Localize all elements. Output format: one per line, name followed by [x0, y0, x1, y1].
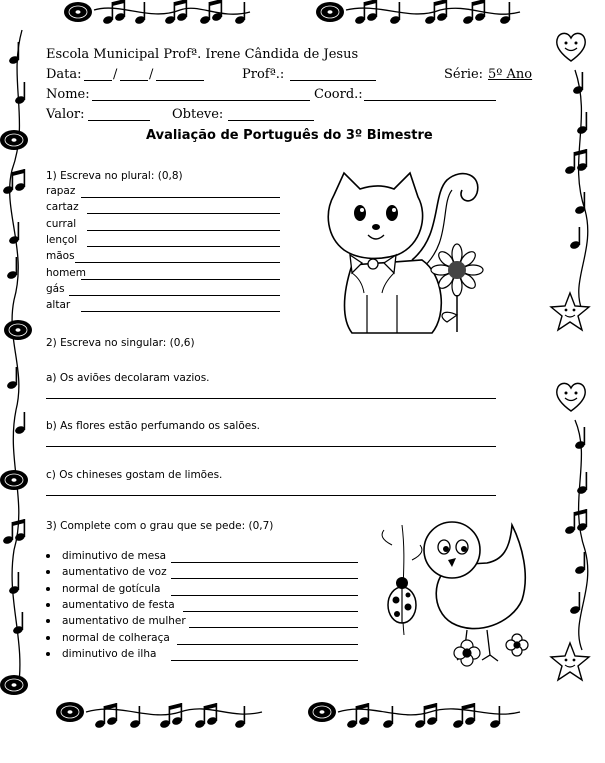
- coord-field[interactable]: [364, 100, 496, 101]
- heart-face-icon: [553, 380, 589, 414]
- q2-answer-line[interactable]: [46, 398, 496, 399]
- q3-item: normal de colheraça: [46, 632, 170, 644]
- q2-sentence: c) Os chineses gostam de limões.: [46, 469, 223, 481]
- q1-word: rapaz: [46, 185, 76, 197]
- serie-label: Série:: [444, 67, 484, 82]
- page-title: Avaliação de Português do 3º Bimestre: [146, 128, 433, 143]
- q1-answer-line[interactable]: [81, 279, 280, 280]
- q2-answer-line[interactable]: [46, 495, 496, 496]
- q1-answer-line[interactable]: [75, 262, 280, 263]
- q1-word: altar: [46, 299, 71, 312]
- q3-item: diminutivo de ilha: [46, 648, 156, 660]
- valor-field[interactable]: [88, 120, 150, 121]
- nome-field[interactable]: [92, 100, 310, 101]
- obteve-field[interactable]: [228, 120, 314, 121]
- q1-answer-line[interactable]: [81, 311, 280, 312]
- heart-face-icon: [553, 30, 589, 64]
- prof-label: Profª.:: [242, 67, 285, 82]
- date-slash: /: [149, 67, 154, 82]
- q2-sentence: a) Os aviões decolaram vazios.: [46, 372, 210, 384]
- school-name: Escola Municipal Profª. Irene Cândida de Jesus: [46, 47, 359, 62]
- q1-word: mãos: [46, 250, 75, 263]
- q3-item: aumentativo de voz: [46, 566, 167, 578]
- q3-heading: 3) Complete com o grau que se pede: (0,7): [46, 520, 274, 532]
- q2-sentence: b) As flores estão perfumando os salões.: [46, 420, 261, 432]
- date-year-field[interactable]: [156, 80, 204, 81]
- q1-word: curral: [46, 217, 77, 230]
- q2-answer-line[interactable]: [46, 446, 496, 447]
- q1-heading: 1) Escreva no plural: (0,8): [46, 170, 183, 182]
- q3-answer-line[interactable]: [171, 660, 358, 661]
- q3-item: normal de gotícula: [46, 583, 161, 595]
- q1-answer-line[interactable]: [69, 295, 280, 296]
- coord-label: Coord.:: [314, 87, 363, 102]
- q1-answer-line[interactable]: [81, 197, 280, 198]
- q1-word: cartaz: [46, 201, 79, 214]
- q3-answer-line[interactable]: [171, 595, 358, 596]
- q1-answer-line[interactable]: [87, 213, 280, 214]
- q1-word: gás: [46, 282, 65, 295]
- obteve-label: Obteve:: [172, 107, 224, 122]
- nome-label: Nome:: [46, 87, 90, 102]
- valor-label: Valor:: [46, 107, 85, 122]
- q1-answer-line[interactable]: [87, 230, 280, 231]
- q1-word: homem: [46, 266, 86, 279]
- q2-heading: 2) Escreva no singular: (0,6): [46, 337, 195, 349]
- q3-answer-line[interactable]: [171, 562, 358, 563]
- date-month-field[interactable]: [120, 80, 148, 81]
- smiling-star-icon: [548, 290, 592, 334]
- date-day-field[interactable]: [84, 80, 112, 81]
- date-slash: /: [113, 67, 118, 82]
- cat-with-sunflower-illustration: [322, 165, 502, 340]
- q3-answer-line[interactable]: [177, 644, 358, 645]
- prof-field[interactable]: [290, 80, 376, 81]
- q3-item: aumentativo de festa: [46, 599, 175, 611]
- q1-word: lençol: [46, 233, 78, 246]
- q1-answer-line[interactable]: [87, 246, 280, 247]
- q3-answer-line[interactable]: [171, 578, 358, 579]
- data-label: Data:: [46, 67, 82, 82]
- q3-answer-line[interactable]: [189, 627, 358, 628]
- bird-with-ladybug-illustration: [372, 505, 547, 680]
- q3-answer-line[interactable]: [183, 611, 358, 612]
- q3-item: aumentativo de mulher: [46, 615, 186, 627]
- serie-value: 5º Ano: [488, 67, 533, 82]
- q3-item: diminutivo de mesa: [46, 550, 166, 562]
- smiling-star-icon: [548, 640, 592, 684]
